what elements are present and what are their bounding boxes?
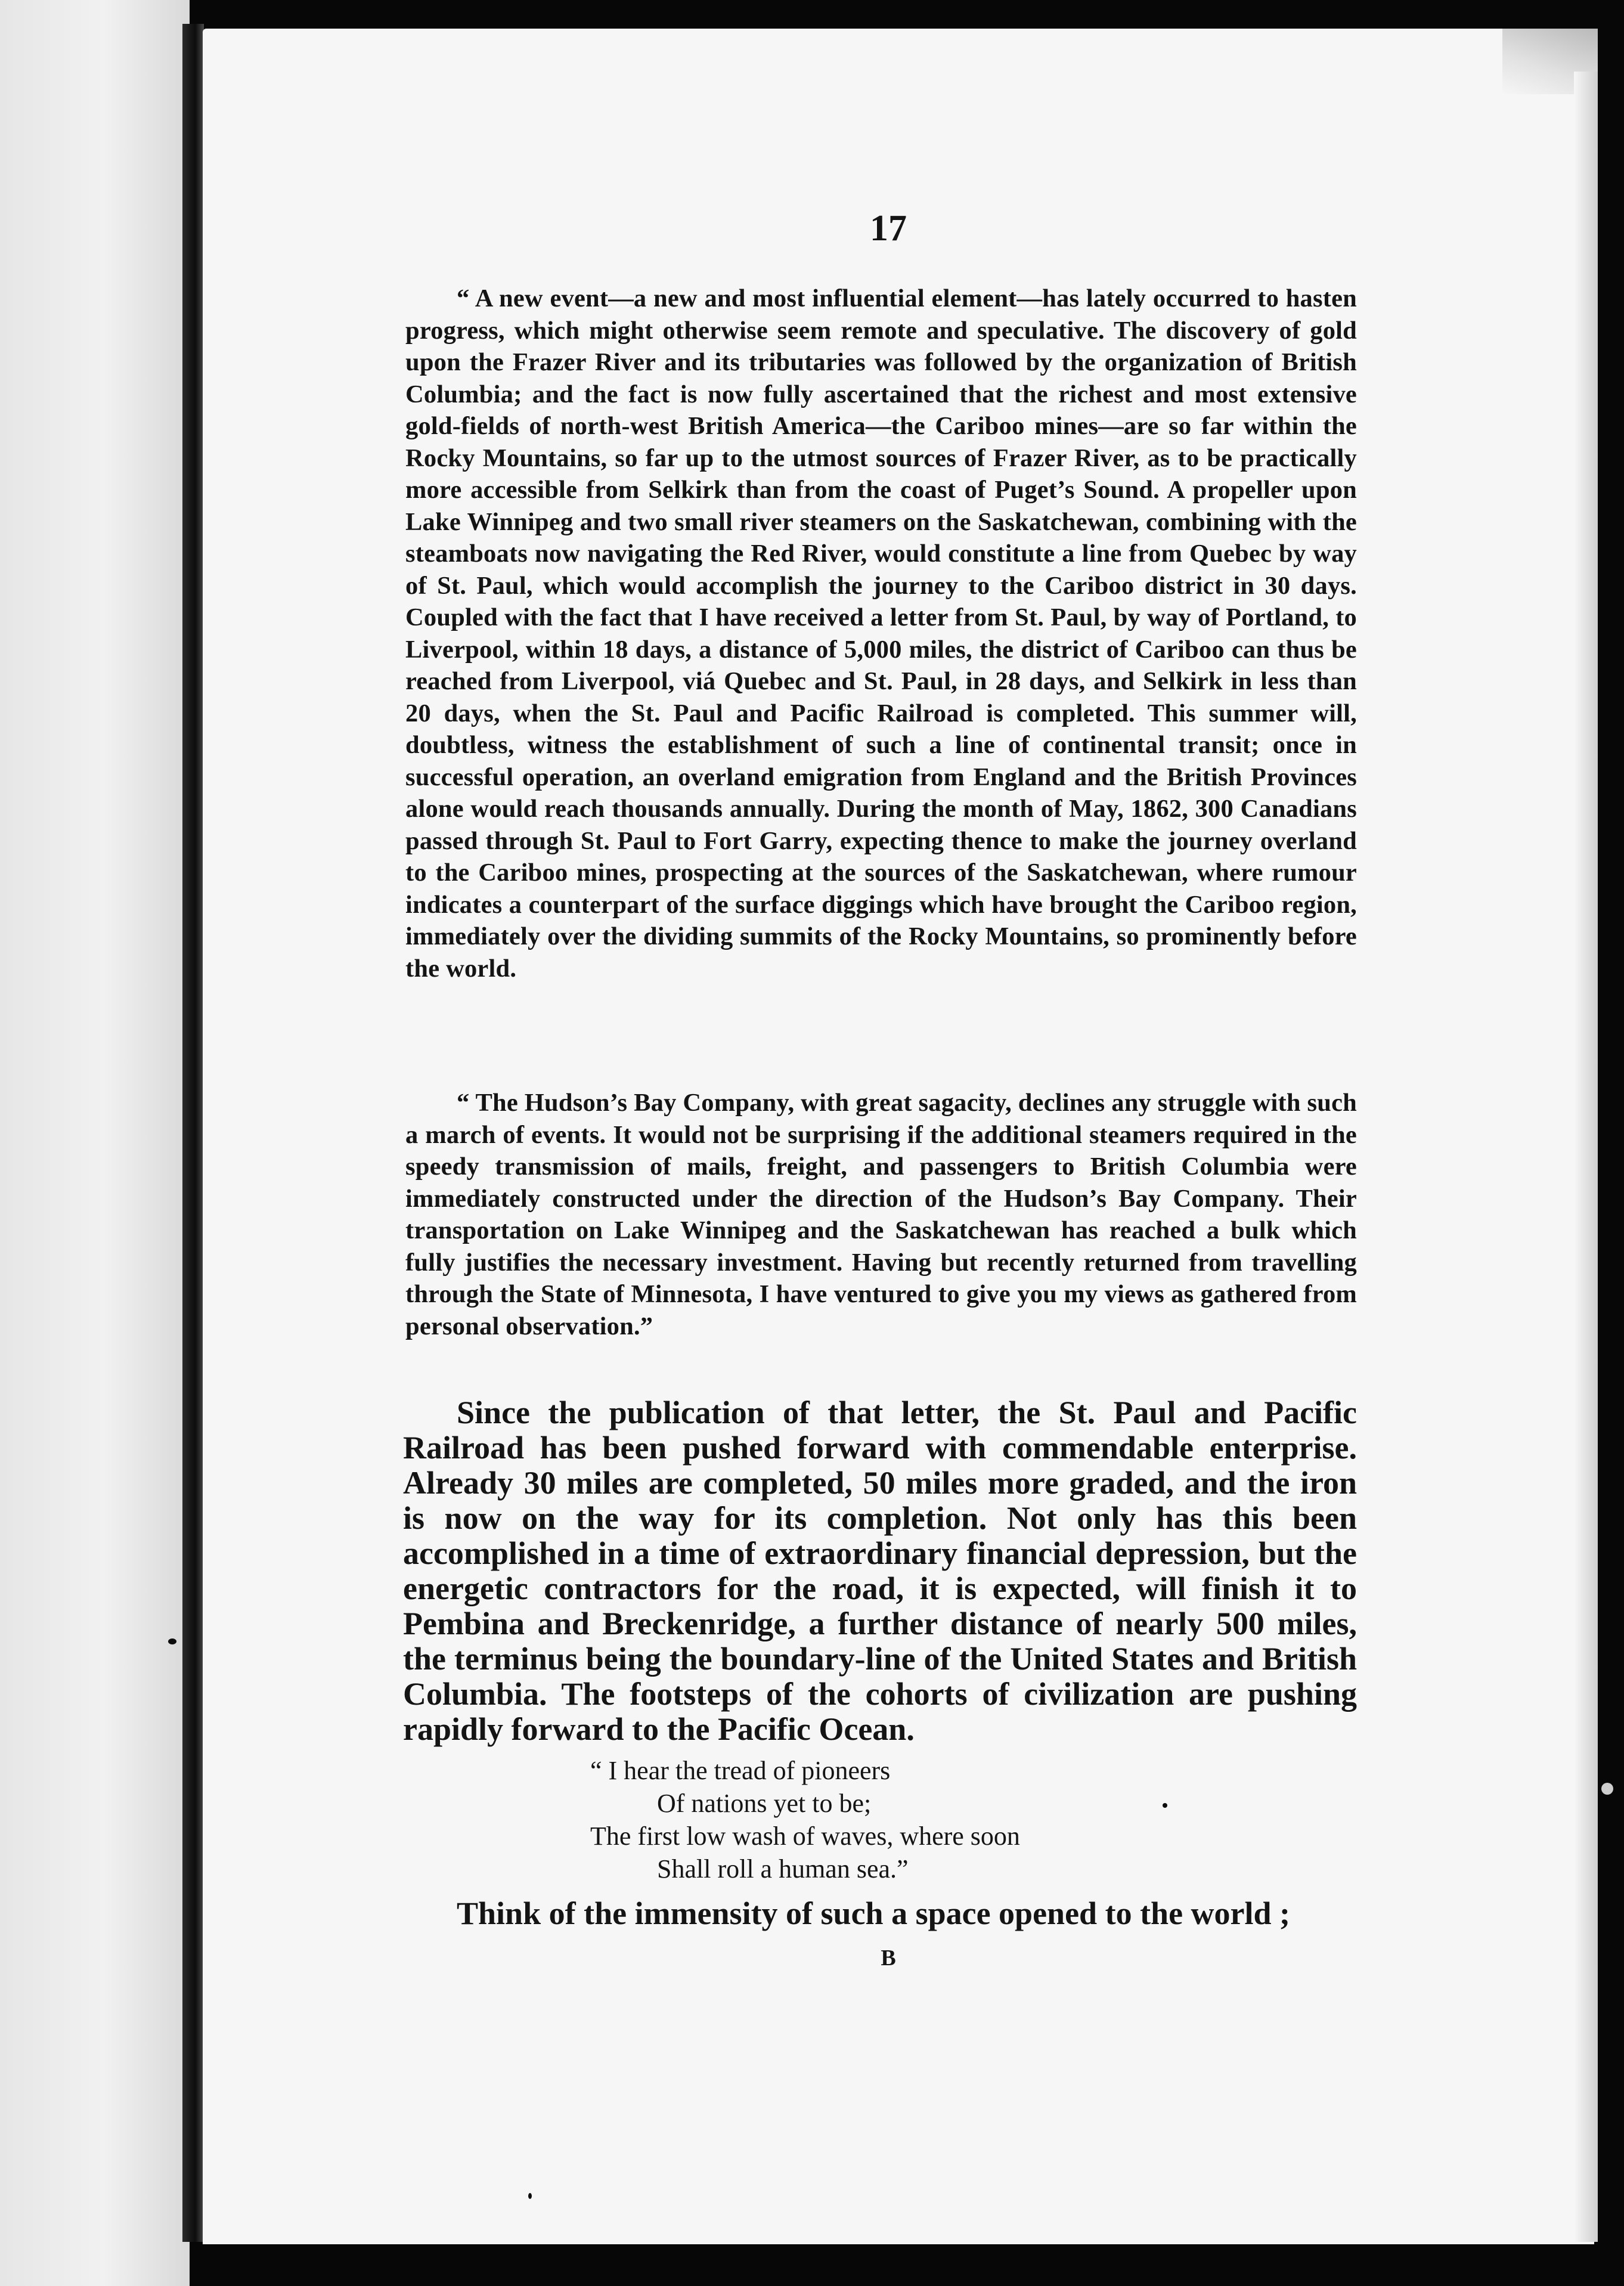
quoted-letter-paragraph-2: “ The Hudson’s Bay Company, with great sagacity, declines any struggle with such a march of events. It would not be surprising if the additional steamers required in the speedy transmission of mails, freight, and passengers to British Columbia were immediately constructed under the direction of the Hudson’s Bay Company. Their transportation on Lake Winnipeg and the Saskatchewan has reached a bulk which fully justifies the necessary investment. Having but recently returned from travelling through the State of Minnesota, I have ventured to give you my views as gathered from personal observation.”	[405, 1089, 1357, 1340]
ink-speck	[528, 2193, 532, 2199]
ink-speck	[168, 1638, 176, 1644]
verse-line-4: Shall roll a human sea.”	[657, 1854, 909, 1884]
quoted-letter-paragraph-1: “ A new event—a new and most influential element—has lately occurred to hasten progress, which might otherwise seem remote and speculative. The discovery of gold upon the Frazer River and its tributaries was followed by the organization of British Columbia; and the fact is now fully ascertained that the richest and most extensive gold-fields of north-west British America—the Cariboo mines—are so far within the Rocky Mountains, so far up to the utmost sources of Frazer River, as to be practically more accessible from Selkirk than from the coast of Puget’s Sound. A propeller upon Lake Winnipeg and two small river steamers on the Saskatchewan, combining with the steamboats now navigating the Red River, would constitute a line from Quebec by way of St. Paul, which would accomplish the journey to the Cariboo district in 30 days. Coupled with the fact that I have received a letter from St. Paul, by way of Portland, to Liverpool, within 18 days, a distance of 5,000 miles, the district of Cariboo can thus be reached from Liverpool, viá Quebec and St. Paul, in 28 days, and Selkirk in less than 20 days, when the St. Paul and Pacific Railroad is completed. This summer will, doubtless, witness the establishment of such a line of continental transit; once in successful operation, an overland emigration from England and the British Provinces alone would reach thousands annually. During the month of May, 1862, 300 Canadians passed through St. Paul to Fort Garry, expecting thence to make the journey overland to the Cariboo mines, prospecting at the sources of the Saskatchewan, where rumour indicates a counterpart of the surface diggings which have brought the Cariboo region, immediately over the dividing summits of the Rocky Mountains, so prominently before the world.	[405, 284, 1357, 983]
ink-speck	[1601, 1783, 1613, 1795]
verse-quotation	[590, 1754, 1186, 1885]
body-paragraph-railroad: Since the publication of that letter, the St. Paul and Pacific Railroad has been pushed forward with commendable enterprise. Already 30 miles are completed, 50 miles more graded, and the iron is now on the way for its completion. Not only has this been accomplished in a time of extraordinary financial depression, but the energetic contractors for the road, it is expected, will finish it to Pembina and Breckenridge, a further distance of nearly 500 miles, the terminus being the boundary-line of the United States and British Columbia. The footsteps of the cohorts of civilization are pushing rapidly forward to the Pacific Ocean.	[403, 1395, 1357, 1747]
verse-line-2: Of nations yet to be;	[657, 1789, 872, 1818]
page-number: 17	[870, 208, 907, 249]
signature-mark: B	[881, 1946, 896, 1971]
body-paragraph-immensity: Think of the immensity of such a space opened to the world ;	[457, 1895, 1291, 1931]
verse-line-1: “ I hear the tread of pioneers	[590, 1756, 891, 1785]
verse-line-3: The first low wash of waves, where soon	[590, 1822, 1020, 1851]
ink-speck	[1163, 1803, 1167, 1808]
